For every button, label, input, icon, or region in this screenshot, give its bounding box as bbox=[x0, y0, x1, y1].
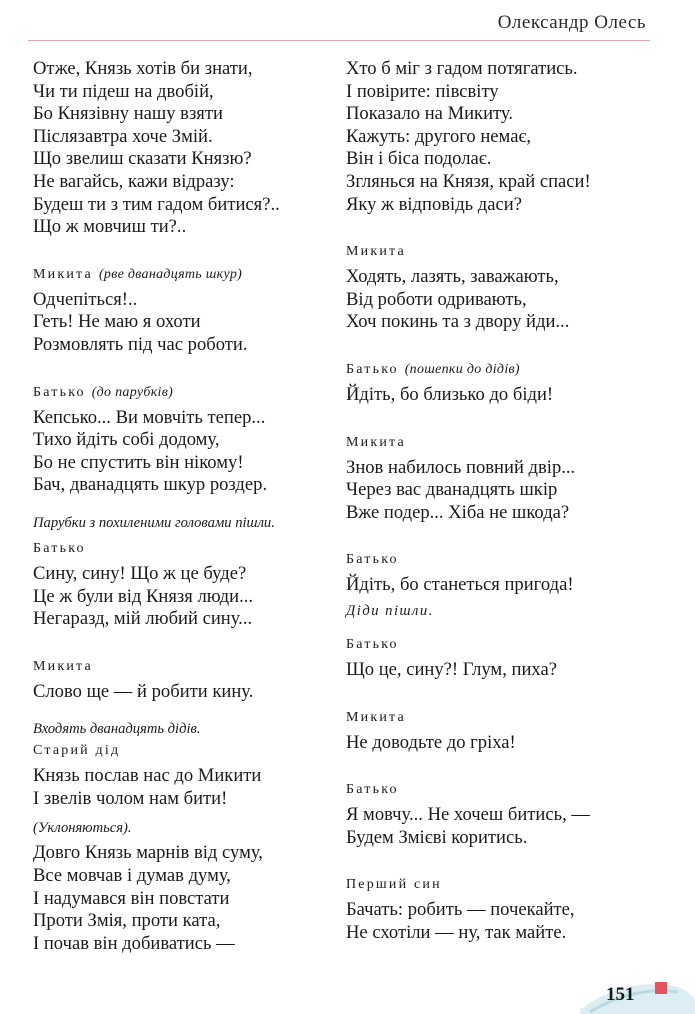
page-header bbox=[28, 0, 650, 41]
verse-line: Бачать: робить — почекайте, bbox=[346, 899, 575, 921]
verse-line: Тихо йдіть собі додому, bbox=[33, 429, 220, 451]
speaker-label bbox=[33, 383, 343, 403]
page-number: 151 bbox=[606, 984, 635, 1005]
speech-block bbox=[33, 842, 343, 955]
verse-line: Не схотіли — ну, так майте. bbox=[346, 921, 567, 943]
verse-line: Одчепіться!.. bbox=[33, 288, 138, 310]
speaker-label bbox=[346, 433, 656, 453]
verse-line: Через вас дванадцять шкір bbox=[346, 479, 558, 501]
verse-line: Не доводьте до гріха! bbox=[346, 731, 516, 753]
speaker-name: Батько bbox=[346, 361, 399, 377]
speaker-name: Микита bbox=[33, 266, 93, 282]
verse-line: Бо не спустить він нікому! bbox=[33, 451, 244, 473]
speech-block bbox=[346, 899, 656, 944]
verse-line: Я мовчу... Не хочеш битись, — bbox=[346, 804, 590, 826]
speech-block bbox=[346, 804, 656, 849]
speaker-label bbox=[33, 265, 343, 285]
verse-line: Бо Князівну нашу взяти bbox=[33, 103, 223, 125]
stage-direction: (пошепки до дідів) bbox=[404, 361, 520, 377]
verse-line: Бач, дванадцять шкур роздер. bbox=[33, 474, 268, 496]
speech-block bbox=[33, 58, 343, 239]
speech-block bbox=[33, 289, 343, 357]
stage-direction: (Уклоняються). bbox=[33, 820, 132, 837]
speech-block bbox=[33, 765, 343, 810]
speech-block bbox=[346, 266, 656, 334]
verse-line: Післязавтра хоче Змій. bbox=[33, 125, 213, 147]
speech-block bbox=[346, 574, 656, 597]
speaker-label bbox=[346, 708, 656, 728]
speaker-name: Батько bbox=[346, 552, 399, 568]
verse-line: Кажуть: другого немає, bbox=[346, 125, 532, 147]
speaker-label bbox=[346, 360, 656, 380]
stage-direction: Входять дванадцять дідів. bbox=[33, 721, 201, 738]
speaker-label bbox=[346, 550, 656, 570]
speech-block bbox=[346, 384, 656, 407]
speaker-name: Батько bbox=[346, 636, 399, 652]
speaker-label bbox=[346, 242, 656, 262]
verse-line: Що це, сину?! Глум, пиха? bbox=[346, 658, 557, 680]
speech-block bbox=[346, 732, 656, 755]
author-name: Олександр Олесь bbox=[497, 12, 646, 33]
verse-line: Розмовлять під час роботи. bbox=[33, 333, 248, 355]
verse-line: Сину, сину! Що ж це буде? bbox=[33, 562, 247, 584]
verse-line: Слово ще — й робити кину. bbox=[33, 680, 254, 702]
speech-block bbox=[33, 407, 343, 497]
verse-line: Зглянься на Князя, край спаси! bbox=[346, 170, 591, 192]
speaker-label bbox=[346, 635, 656, 655]
speech-block bbox=[346, 58, 656, 216]
verse-line: Будем Змієві коритись. bbox=[346, 826, 528, 848]
verse-line: Від роботи одривають, bbox=[346, 288, 527, 310]
verse-line: Що ж мовчиш ти?.. bbox=[33, 216, 187, 238]
speaker-label bbox=[33, 741, 343, 761]
verse-line: Будеш ти з тим гадом битися?.. bbox=[33, 193, 280, 215]
verse-line: Геть! Не маю я охоти bbox=[33, 311, 201, 333]
verse-line: І повірите: півсвіту bbox=[346, 80, 499, 102]
verse-line: Йдіть, бо близько до біди! bbox=[346, 383, 554, 405]
verse-line: І надумався він повстати bbox=[33, 887, 230, 909]
speaker-name: Старий дід bbox=[33, 743, 121, 759]
verse-line: Кепсько... Ви мовчіть тепер... bbox=[33, 406, 266, 428]
speaker-name: Микита bbox=[346, 434, 406, 450]
verse-line: Князь послав нас до Микити bbox=[33, 765, 262, 787]
speaker-name: Батько bbox=[33, 540, 86, 556]
verse-line: Йдіть, бо станеться пригода! bbox=[346, 574, 574, 596]
right-column bbox=[346, 58, 656, 944]
stage-direction: Парубки з похиленими головами пішли. bbox=[33, 514, 275, 531]
verse-line: Проти Змія, проти ката, bbox=[33, 910, 221, 932]
verse-line: Знов набилось повний двір... bbox=[346, 456, 576, 478]
verse-line: І почав він добиватись — bbox=[33, 932, 235, 954]
speech-block bbox=[33, 681, 343, 704]
speech-block bbox=[33, 563, 343, 631]
verse-line: І звелів чолом нам бити! bbox=[33, 787, 228, 809]
speaker-name: Перший син bbox=[346, 877, 442, 893]
verse-line: Це ж були від Князя люди... bbox=[33, 585, 254, 607]
speech-block bbox=[346, 659, 656, 682]
speech-block bbox=[346, 457, 656, 525]
verse-line: Довго Князь марнів від суму, bbox=[33, 842, 263, 864]
speaker-name: Батько bbox=[33, 384, 86, 400]
verse-line: Хто б міг з гадом потягатись. bbox=[346, 58, 578, 79]
speaker-name: Батько bbox=[346, 782, 399, 798]
verse-line: Негаразд, мій любий сину... bbox=[33, 608, 253, 630]
accent-square-icon bbox=[655, 982, 667, 994]
verse-line: Вже подер... Хіба не шкода? bbox=[346, 501, 570, 523]
verse-line: Хоч покинь та з двору йди... bbox=[346, 311, 570, 333]
speaker-label bbox=[33, 657, 343, 677]
speaker-name: Микита bbox=[346, 709, 406, 725]
speaker-name: Микита bbox=[33, 658, 93, 674]
verse-line: Отже, Князь хотів би знати, bbox=[33, 58, 253, 79]
verse-line: Ходять, лазять, заважають, bbox=[346, 266, 559, 288]
speaker-label bbox=[33, 539, 343, 559]
stage-direction: (рве дванадцять шкур) bbox=[98, 266, 243, 282]
stage-direction: (до парубків) bbox=[91, 384, 174, 400]
speaker-label bbox=[346, 875, 656, 895]
verse-line: Показало на Микиту. bbox=[346, 103, 513, 125]
left-column bbox=[33, 58, 343, 955]
speaker-name: Микита bbox=[346, 244, 406, 260]
verse-line: Не вагайсь, кажи відразу: bbox=[33, 170, 235, 192]
speaker-label bbox=[346, 780, 656, 800]
verse-line: Чи ти підеш на двобій, bbox=[33, 80, 214, 102]
verse-line: Що звелиш сказати Князю? bbox=[33, 148, 252, 170]
verse-line: Він і біса подолає. bbox=[346, 148, 492, 170]
stage-direction: Діди пішли. bbox=[346, 602, 434, 619]
verse-line: Все мовчав і думав думу, bbox=[33, 865, 231, 887]
verse-line: Яку ж відповідь даси? bbox=[346, 193, 522, 215]
